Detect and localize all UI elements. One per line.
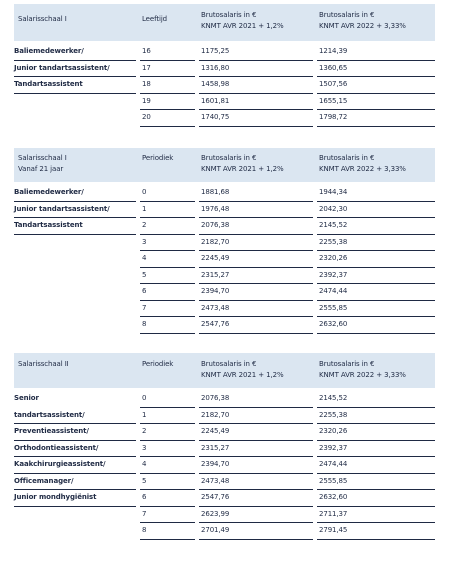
column-heading: Periodiek <box>142 360 174 368</box>
salary-2022-cell: 2632,60 <box>317 317 435 334</box>
salary-2021-cell: 1976,48 <box>199 202 313 219</box>
role-label: Officemanager/ <box>14 474 136 491</box>
salary-table-1 <box>14 4 435 121</box>
column-heading: Brutosalaris in € KNMT AVR 2022 + 3,33% <box>319 154 406 173</box>
salary-2022-cell: 1214,39 <box>317 44 435 61</box>
role-label: Baliemedewerker/ <box>14 185 136 202</box>
role-label: Junior mondhygiënist <box>14 490 136 507</box>
salary-2022-cell: 2711,37 <box>317 507 435 524</box>
salary-2022-cell: 1507,56 <box>317 77 435 94</box>
table-row <box>14 457 435 474</box>
salary-2022-cell: 1798,72 <box>317 110 435 127</box>
periodiek-cell: 3 <box>140 441 195 458</box>
age-cell: 19 <box>140 94 195 111</box>
salary-2022-cell: 2392,37 <box>317 268 435 285</box>
salary-2021-cell: 1316,80 <box>199 61 313 78</box>
salary-2021-cell: 2394,70 <box>199 457 313 474</box>
salary-2022-cell: 2255,38 <box>317 408 435 425</box>
table-row <box>14 474 435 491</box>
salary-2022-cell: 2632,60 <box>317 490 435 507</box>
role-label: Tandartsassistent <box>14 77 136 94</box>
table-row <box>14 441 435 458</box>
table-row <box>14 391 435 408</box>
periodiek-cell: 4 <box>140 457 195 474</box>
column-heading: Periodiek <box>142 154 174 162</box>
role-label: Baliemedewerker/ <box>14 44 136 61</box>
periodiek-cell: 7 <box>140 301 195 318</box>
table-header <box>14 4 435 41</box>
role-label: Senior <box>14 394 39 402</box>
table-row <box>14 94 435 111</box>
salary-2021-cell: 2076,38 <box>199 391 313 408</box>
periodiek-cell: 0 <box>140 391 195 408</box>
table-row <box>14 490 435 507</box>
salary-2022-cell: 2042,30 <box>317 202 435 219</box>
salary-2021-cell: 2182,70 <box>199 235 313 252</box>
table-header <box>14 353 435 388</box>
periodiek-cell: 3 <box>140 235 195 252</box>
periodiek-cell: 8 <box>140 523 195 540</box>
table-row <box>14 268 435 285</box>
salary-2022-cell: 2320,26 <box>317 251 435 268</box>
salary-2021-cell: 2623,99 <box>199 507 313 524</box>
salary-2021-cell: 1601,81 <box>199 94 313 111</box>
salary-2022-cell: 2791,45 <box>317 523 435 540</box>
salary-2021-cell: 2473,48 <box>199 474 313 491</box>
table-row <box>14 77 435 94</box>
salary-2022-cell: 2555,85 <box>317 474 435 491</box>
role-label: Kaakchirurgieassistent/ <box>14 457 136 474</box>
salary-2021-cell: 2315,27 <box>199 268 313 285</box>
salary-2021-cell: 2701,49 <box>199 523 313 540</box>
salary-2021-cell: 1881,68 <box>199 185 313 202</box>
periodiek-cell: 4 <box>140 251 195 268</box>
role-label: Junior tandartsassistent/ <box>14 61 136 78</box>
table-row <box>14 284 435 301</box>
salary-2021-cell: 1458,98 <box>199 77 313 94</box>
salary-2022-cell: 2474,44 <box>317 284 435 301</box>
table-row <box>14 251 435 268</box>
table-row <box>14 235 435 252</box>
table-row <box>14 185 435 202</box>
salary-2022-cell: 2145,52 <box>317 218 435 235</box>
salary-2022-cell: 2555,85 <box>317 301 435 318</box>
table-row <box>14 202 435 219</box>
table-row <box>14 317 435 334</box>
periodiek-cell: 6 <box>140 284 195 301</box>
periodiek-cell: 5 <box>140 268 195 285</box>
scale-heading: Salarisschaal I Vanaf 21 jaar <box>18 154 67 173</box>
salary-table-2 <box>14 148 435 328</box>
role-label: Tandartsassistent <box>14 218 136 235</box>
age-cell: 16 <box>140 44 195 61</box>
column-heading: Brutosalaris in € KNMT AVR 2022 + 3,33% <box>319 11 406 30</box>
periodiek-cell: 2 <box>140 218 195 235</box>
salary-2022-cell: 2392,37 <box>317 441 435 458</box>
salary-2022-cell: 1655,15 <box>317 94 435 111</box>
salary-2021-cell: 1175,25 <box>199 44 313 61</box>
periodiek-cell: 5 <box>140 474 195 491</box>
table-row <box>14 218 435 235</box>
scale-heading: Salarisschaal I <box>18 15 67 23</box>
periodiek-cell: 2 <box>140 424 195 441</box>
salary-2021-cell: 2547,76 <box>199 317 313 334</box>
table-row <box>14 61 435 78</box>
salary-2022-cell: 2320,26 <box>317 424 435 441</box>
table-row <box>14 301 435 318</box>
salary-2022-cell: 1944,34 <box>317 185 435 202</box>
column-heading: Brutosalaris in € KNMT AVR 2021 + 1,2% <box>201 11 284 30</box>
salary-2021-cell: 1740,75 <box>199 110 313 127</box>
salary-2021-cell: 2245,49 <box>199 424 313 441</box>
table-row <box>14 424 435 441</box>
periodiek-cell: 7 <box>140 507 195 524</box>
periodiek-cell: 6 <box>140 490 195 507</box>
table-row <box>14 44 435 61</box>
table-header <box>14 148 435 182</box>
age-cell: 17 <box>140 61 195 78</box>
scale-heading: Salarisschaal II <box>18 360 69 368</box>
salary-2022-cell: 1360,65 <box>317 61 435 78</box>
salary-2021-cell: 2076,38 <box>199 218 313 235</box>
role-label: Preventieassistent/ <box>14 424 136 441</box>
periodiek-cell: 1 <box>140 202 195 219</box>
age-cell: 18 <box>140 77 195 94</box>
salary-2021-cell: 2547,76 <box>199 490 313 507</box>
role-label: Junior tandartsassistent/ <box>14 202 136 219</box>
table-row <box>14 408 435 425</box>
table-row <box>14 110 435 127</box>
role-label: Orthodontieassistent/ <box>14 441 136 458</box>
column-heading: Brutosalaris in € KNMT AVR 2021 + 1,2% <box>201 360 284 379</box>
salary-2021-cell: 2394,70 <box>199 284 313 301</box>
role-label: tandartsassistent/ <box>14 408 136 425</box>
salary-2022-cell: 2255,38 <box>317 235 435 252</box>
salary-2021-cell: 2315,27 <box>199 441 313 458</box>
salary-table-3 <box>14 353 435 534</box>
column-heading: Brutosalaris in € KNMT AVR 2021 + 1,2% <box>201 154 284 173</box>
periodiek-cell: 1 <box>140 408 195 425</box>
salary-2021-cell: 2245,49 <box>199 251 313 268</box>
column-heading: Leeftijd <box>142 15 168 23</box>
periodiek-cell: 0 <box>140 185 195 202</box>
salary-2021-cell: 2182,70 <box>199 408 313 425</box>
periodiek-cell: 8 <box>140 317 195 334</box>
table-row <box>14 523 435 540</box>
age-cell: 20 <box>140 110 195 127</box>
table-row <box>14 507 435 524</box>
column-heading: Brutosalaris in € KNMT AVR 2022 + 3,33% <box>319 360 406 379</box>
salary-2022-cell: 2145,52 <box>317 391 435 408</box>
salary-2021-cell: 2473,48 <box>199 301 313 318</box>
salary-2022-cell: 2474,44 <box>317 457 435 474</box>
